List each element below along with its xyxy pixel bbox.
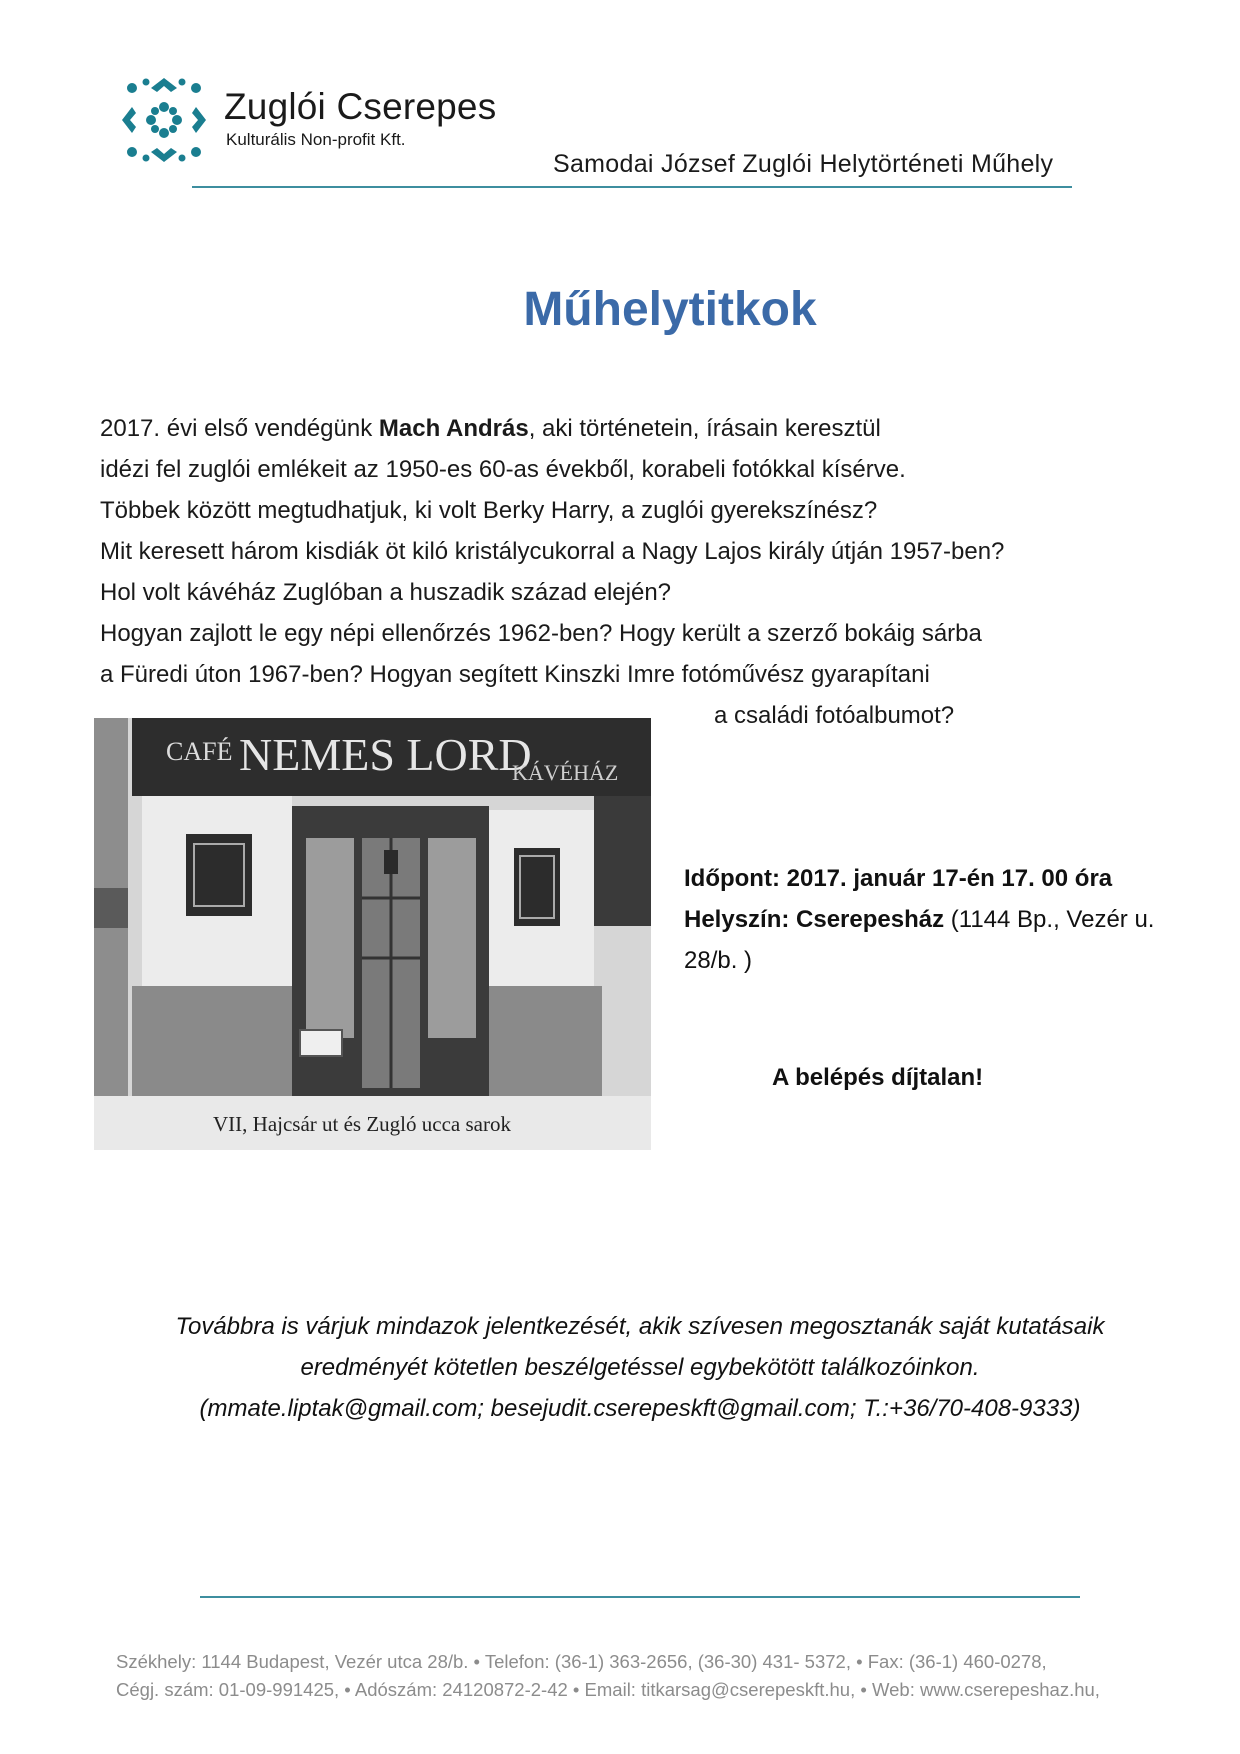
event-place-line xyxy=(684,899,1204,940)
intro-line xyxy=(100,408,1150,449)
guest-name: Mach András xyxy=(378,415,529,442)
intro-text-part: , aki történetein, írásain keresztül xyxy=(528,415,881,442)
contact-line: (mmate.liptak@gmail.com; besejudit.cserepeskft@gmail.com; T.:+36/70-408-9333) xyxy=(199,1395,1081,1422)
call-for-contributions xyxy=(0,1306,1240,1429)
event-time: Időpont: 2017. január 17-én 17. 00 óra xyxy=(684,865,1113,892)
intro-line: idézi fel zuglói emlékeit az 1950-es 60-as évekből, korabeli fotókkal kísérve. xyxy=(100,456,906,483)
page-title: Műhelytitkok xyxy=(523,283,817,336)
cafe-photo xyxy=(94,718,651,1150)
event-place-address: (1144 Bp., Vezér u. xyxy=(944,906,1155,933)
photo-caption: VII, Hajcsár ut és Zugló ucca sarok xyxy=(213,1112,511,1136)
intro-line: a családi fotóalbumot? xyxy=(714,702,955,729)
workshop-name: Samodai József Zuglói Helytörténeti Műhely xyxy=(553,150,1054,178)
footer xyxy=(116,1648,1100,1704)
org-subtitle: Kulturális Non-profit Kft. xyxy=(226,130,406,149)
footer-divider xyxy=(200,1596,1080,1598)
sign-name: NEMES LORD xyxy=(239,729,532,780)
intro-line: Mit keresett három kisdiák öt kiló kristálycukorral a Nagy Lajos király útján 1957-ben? xyxy=(100,538,1005,565)
event-place-label: Helyszín: Cserepesház xyxy=(684,906,945,933)
logo-icon xyxy=(118,74,210,166)
intro-line: Hol volt kávéház Zuglóban a huszadik század elején? xyxy=(100,579,672,606)
footer-line: Székhely: 1144 Budapest, Vezér utca 28/b. • Telefon: (36-1) 363-2656, (36-30) 431- 5372, • Fax: (36-1) 460-0278, xyxy=(116,1651,1047,1672)
footer-line: Cégj. szám: 01-09-991425, • Adószám: 24120872-2-42 • Email: titkarsag@cserepeskft.hu, • Web: www.cserepeshaz.hu, xyxy=(116,1679,1100,1700)
sign-kavehaz: KÁVÉHÁZ xyxy=(512,760,619,785)
call-line: eredményét kötetlen beszélgetéssel egybekötött találkozóinkon. xyxy=(300,1354,980,1381)
header-divider xyxy=(192,186,1072,188)
intro-text xyxy=(100,408,1150,736)
intro-line: a Füredi úton 1967-ben? Hogyan segített Kinszki Imre fotóművész gyarapítani xyxy=(100,661,930,688)
free-entry: A belépés díjtalan! xyxy=(772,1064,984,1091)
org-name: Zuglói Cserepes xyxy=(224,86,497,127)
event-details xyxy=(684,858,1204,981)
intro-text-part: 2017. évi első vendégünk xyxy=(100,415,379,442)
intro-line: Többek között megtudhatjuk, ki volt Berky Harry, a zuglói gyerekszínész? xyxy=(100,497,878,524)
call-line: Továbbra is várjuk mindazok jelentkezését, akik szívesen megosztanák saját kutatásaik xyxy=(175,1313,1105,1340)
event-place-address-cont: 28/b. ) xyxy=(684,947,753,974)
sign-cafe: CAFÉ xyxy=(166,737,233,766)
intro-line: Hogyan zajlott le egy népi ellenőrzés 1962-ben? Hogy került a szerző bokáig sárba xyxy=(100,620,982,647)
